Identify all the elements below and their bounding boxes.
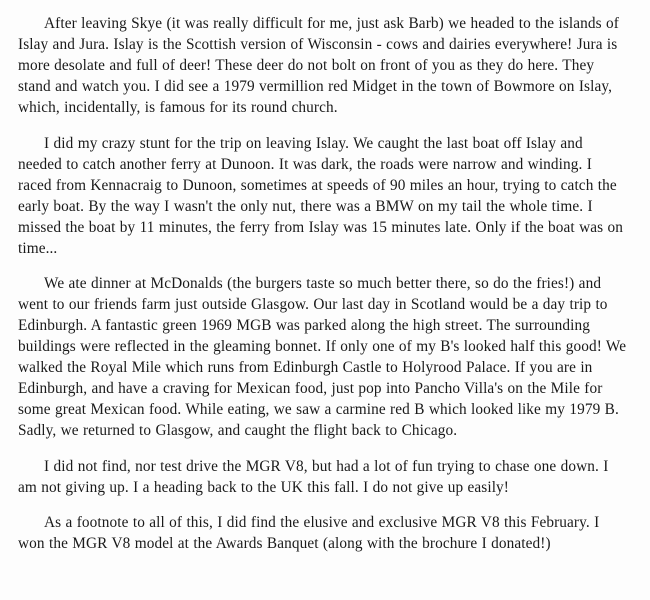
- paragraph-3: We ate dinner at McDonalds (the burgers taste so much better there, so do the fries!) and went to our friends farm just outside Glasgow. Our last day in Scotland would be a day trip to Edinburgh. A fantastic green 1969 MGB was parked along the high street. The surrounding buildings were reflected in the gleaming bonnet. If only one of my B's looked half this good! We walked the Royal Mile which runs from Edinburgh Castle to Holyrood Palace. If you are in Edinburgh, and have a craving for Mexican food, just pop into Pancho Villa's on the Mile for some great Mexican food. While eating, we saw a carmine red B which looked like my 1979 B. Sadly, we returned to Glasgow, and caught the flight back to Chicago.: [18, 275, 627, 440]
- paragraph-5: As a footnote to all of this, I did find the elusive and exclusive MGR V8 this February. I won the MGR V8 model at the Awards Banquet (along with the brochure I donated!): [18, 514, 600, 552]
- paragraph-2: I did my crazy stunt for the trip on leaving Islay. We caught the last boat off Islay and needed to catch another ferry at Dunoon. It was dark, the roads were narrow and winding. I raced from Kennacraig to Dunoon, sometimes at speeds of 90 miles an hour, trying to catch the early boat. By the way I wasn't the only nut, there was a BMW on my tail the whole time. I missed the boat by 11 minutes, the ferry from Islay was 15 minutes late. Only if the boat was on time...: [18, 134, 624, 257]
- paragraph-1: After leaving Skye (it was really difficult for me, just ask Barb) we headed to the islands of Islay and Jura. Islay is the Scottish version of Wisconsin - cows and dairies everywhere! Jura is more desolate and full of deer! These deer do not bolt on front of you as they do here. They stand and watch you. I did see a 1979 vermillion red Midget in the town of Bowmore on Islay, which, incidentally, is famous for its round church.: [18, 15, 619, 116]
- paragraph-4: I did not find, nor test drive the MGR V8, but had a lot of fun trying to chase one down. I am not giving up. I a heading back to the UK this fall. I do not give up easily!: [18, 458, 609, 497]
